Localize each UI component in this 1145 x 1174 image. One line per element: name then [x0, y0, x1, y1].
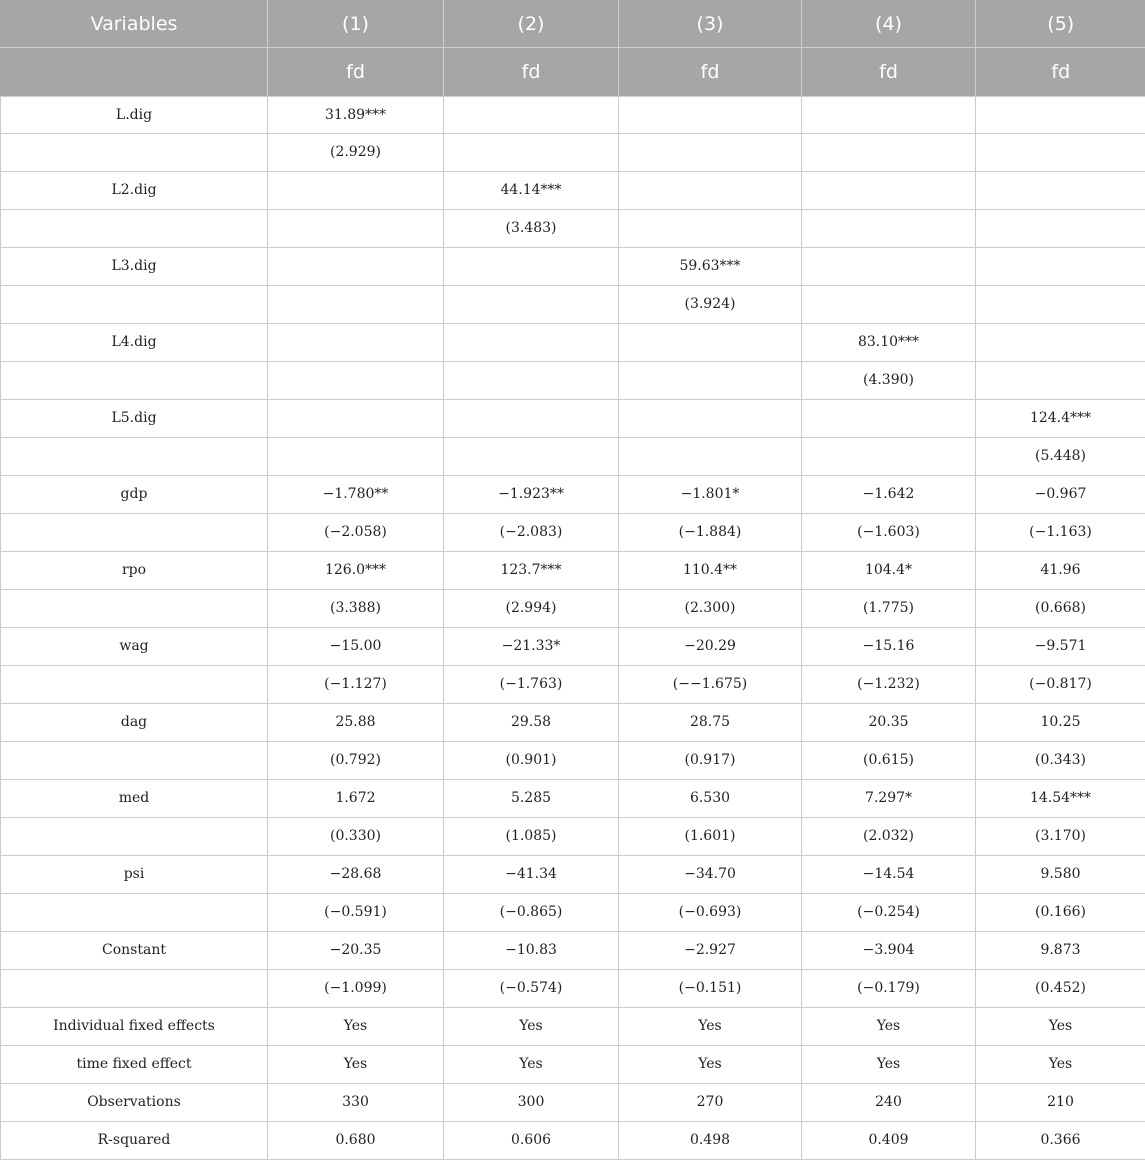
table-cell: (0.917)	[619, 742, 802, 780]
table-cell: 330	[268, 1084, 444, 1122]
table-row	[1, 362, 1145, 400]
table-row	[1, 590, 1145, 628]
table-cell: −0.967	[976, 476, 1145, 514]
variables-header-blank	[1, 48, 268, 97]
table-cell	[802, 400, 976, 438]
row-label: L2.dig	[1, 172, 268, 210]
table-cell	[268, 324, 444, 362]
table-cell	[802, 248, 976, 286]
table-cell: (2.032)	[802, 818, 976, 856]
row-label: med	[1, 780, 268, 818]
table-cell	[444, 438, 619, 476]
table-cell	[976, 97, 1145, 134]
table-row	[1, 1046, 1145, 1084]
row-label	[1, 666, 268, 704]
table-cell	[619, 438, 802, 476]
table-cell	[976, 134, 1145, 172]
table-cell	[444, 97, 619, 134]
table-cell	[444, 362, 619, 400]
row-label	[1, 818, 268, 856]
table-cell: 28.75	[619, 704, 802, 742]
table-cell	[444, 324, 619, 362]
table-cell: 0.498	[619, 1122, 802, 1160]
table-cell: −21.33*	[444, 628, 619, 666]
table-cell: 5.285	[444, 780, 619, 818]
row-label	[1, 438, 268, 476]
table-cell: −15.16	[802, 628, 976, 666]
table-cell: 29.58	[444, 704, 619, 742]
table-cell: (−0.179)	[802, 970, 976, 1008]
table-cell: 126.0***	[268, 552, 444, 590]
table-cell	[268, 400, 444, 438]
table-cell: 10.25	[976, 704, 1145, 742]
table-cell: 124.4***	[976, 400, 1145, 438]
table-cell	[268, 210, 444, 248]
table-row	[1, 248, 1145, 286]
row-label: rpo	[1, 552, 268, 590]
table-cell: 25.88	[268, 704, 444, 742]
row-label: L.dig	[1, 97, 268, 134]
table-cell: Yes	[619, 1008, 802, 1046]
table-row	[1, 894, 1145, 932]
row-label	[1, 362, 268, 400]
table-row	[1, 476, 1145, 514]
table-row	[1, 514, 1145, 552]
table-row	[1, 628, 1145, 666]
table-cell: (4.390)	[802, 362, 976, 400]
table-cell: Yes	[802, 1046, 976, 1084]
table-cell: 104.4*	[802, 552, 976, 590]
table-cell: (−1.763)	[444, 666, 619, 704]
dependent-variable-header: fd	[802, 48, 976, 97]
table-cell: (0.452)	[976, 970, 1145, 1008]
table-cell	[802, 134, 976, 172]
table-cell	[619, 134, 802, 172]
table-cell: (−−1.675)	[619, 666, 802, 704]
row-label	[1, 590, 268, 628]
table-cell: Yes	[802, 1008, 976, 1046]
table-cell	[444, 400, 619, 438]
table-cell: (1.085)	[444, 818, 619, 856]
table-cell	[619, 172, 802, 210]
table-cell	[976, 172, 1145, 210]
table-cell	[619, 210, 802, 248]
table-cell: (2.994)	[444, 590, 619, 628]
table-cell: (0.343)	[976, 742, 1145, 780]
table-cell: 0.680	[268, 1122, 444, 1160]
dependent-variable-header: fd	[268, 48, 444, 97]
table-cell	[802, 286, 976, 324]
table-cell: 83.10***	[802, 324, 976, 362]
table-cell: (−1.127)	[268, 666, 444, 704]
table-cell	[268, 362, 444, 400]
table-cell	[268, 438, 444, 476]
table-header	[1, 0, 1145, 97]
table-cell: (−0.254)	[802, 894, 976, 932]
table-cell: (−1.099)	[268, 970, 444, 1008]
header-row-dependent	[1, 48, 1145, 97]
column-header: (2)	[444, 0, 619, 48]
table-row	[1, 780, 1145, 818]
table-cell	[976, 210, 1145, 248]
table-cell: −14.54	[802, 856, 976, 894]
table-cell: (−2.083)	[444, 514, 619, 552]
table-cell	[802, 97, 976, 134]
table-cell	[976, 362, 1145, 400]
table-row	[1, 324, 1145, 362]
row-label: time fixed effect	[1, 1046, 268, 1084]
row-label	[1, 742, 268, 780]
table-cell: −1.642	[802, 476, 976, 514]
table-cell: 44.14***	[444, 172, 619, 210]
table-cell: 1.672	[268, 780, 444, 818]
table-cell: −9.571	[976, 628, 1145, 666]
table-cell: 59.63***	[619, 248, 802, 286]
table-cell: 123.7***	[444, 552, 619, 590]
row-label: L4.dig	[1, 324, 268, 362]
table-body	[1, 97, 1145, 1160]
table-cell: (−0.574)	[444, 970, 619, 1008]
table-cell: Yes	[268, 1008, 444, 1046]
table-cell: (2.929)	[268, 134, 444, 172]
table-row	[1, 666, 1145, 704]
table-cell: 300	[444, 1084, 619, 1122]
table-cell: 6.530	[619, 780, 802, 818]
table-cell	[268, 172, 444, 210]
table-cell: 210	[976, 1084, 1145, 1122]
table-row	[1, 210, 1145, 248]
table-cell: (−0.693)	[619, 894, 802, 932]
table-cell: Yes	[976, 1046, 1145, 1084]
table-cell: (−0.591)	[268, 894, 444, 932]
table-cell: 0.606	[444, 1122, 619, 1160]
dependent-variable-header: fd	[619, 48, 802, 97]
table-cell	[976, 324, 1145, 362]
table-row	[1, 1008, 1145, 1046]
row-label: Observations	[1, 1084, 268, 1122]
table-cell: −20.35	[268, 932, 444, 970]
header-row-columns	[1, 0, 1145, 48]
row-label	[1, 210, 268, 248]
table-cell: 110.4**	[619, 552, 802, 590]
row-label: wag	[1, 628, 268, 666]
table-cell: 0.366	[976, 1122, 1145, 1160]
table-cell	[802, 172, 976, 210]
table-cell: −2.927	[619, 932, 802, 970]
table-row	[1, 704, 1145, 742]
table-cell: (0.792)	[268, 742, 444, 780]
table-cell: 31.89***	[268, 97, 444, 134]
table-row	[1, 1084, 1145, 1122]
table-cell	[619, 324, 802, 362]
table-cell: −1.923**	[444, 476, 619, 514]
table-cell: (−0.151)	[619, 970, 802, 1008]
column-header: (5)	[976, 0, 1145, 48]
row-label: L3.dig	[1, 248, 268, 286]
table-cell: (0.330)	[268, 818, 444, 856]
table-cell	[976, 286, 1145, 324]
table-row	[1, 172, 1145, 210]
table-cell: (−1.884)	[619, 514, 802, 552]
table-cell	[619, 362, 802, 400]
table-cell: (3.388)	[268, 590, 444, 628]
table-cell: 0.409	[802, 1122, 976, 1160]
table-cell: 14.54***	[976, 780, 1145, 818]
table-row	[1, 818, 1145, 856]
table-cell: 240	[802, 1084, 976, 1122]
table-cell	[802, 210, 976, 248]
table-cell: (−0.817)	[976, 666, 1145, 704]
table-row	[1, 552, 1145, 590]
table-row	[1, 1122, 1145, 1160]
table-cell: (5.448)	[976, 438, 1145, 476]
table-cell: −20.29	[619, 628, 802, 666]
row-label	[1, 970, 268, 1008]
table-cell: (1.601)	[619, 818, 802, 856]
table-cell: Yes	[619, 1046, 802, 1084]
table-cell: 7.297*	[802, 780, 976, 818]
table-row	[1, 438, 1145, 476]
table-cell: (3.483)	[444, 210, 619, 248]
table-row	[1, 856, 1145, 894]
table-cell: (−2.058)	[268, 514, 444, 552]
table-cell: Yes	[444, 1046, 619, 1084]
row-label: R-squared	[1, 1122, 268, 1160]
table-cell: (3.924)	[619, 286, 802, 324]
variables-header: Variables	[1, 0, 268, 48]
column-header: (3)	[619, 0, 802, 48]
table-cell: −10.83	[444, 932, 619, 970]
table-row	[1, 932, 1145, 970]
table-cell	[444, 134, 619, 172]
dependent-variable-header: fd	[976, 48, 1145, 97]
table-cell: Yes	[444, 1008, 619, 1046]
table-cell: −15.00	[268, 628, 444, 666]
column-header: (4)	[802, 0, 976, 48]
table-cell	[444, 286, 619, 324]
row-label: Individual fixed effects	[1, 1008, 268, 1046]
table-cell: (0.615)	[802, 742, 976, 780]
table-cell: (3.170)	[976, 818, 1145, 856]
table-cell: −41.34	[444, 856, 619, 894]
table-cell: Yes	[268, 1046, 444, 1084]
table-cell: 9.873	[976, 932, 1145, 970]
table-cell: −1.780**	[268, 476, 444, 514]
table-cell: 9.580	[976, 856, 1145, 894]
row-label: dag	[1, 704, 268, 742]
table-row	[1, 97, 1145, 134]
column-header: (1)	[268, 0, 444, 48]
table-cell: (−1.603)	[802, 514, 976, 552]
row-label: psi	[1, 856, 268, 894]
table-cell: Yes	[976, 1008, 1145, 1046]
table-cell: 20.35	[802, 704, 976, 742]
table-cell: (−1.232)	[802, 666, 976, 704]
table-cell: (1.775)	[802, 590, 976, 628]
row-label	[1, 894, 268, 932]
row-label: Constant	[1, 932, 268, 970]
table-cell: (0.668)	[976, 590, 1145, 628]
table-cell: −34.70	[619, 856, 802, 894]
table-cell: (2.300)	[619, 590, 802, 628]
table-cell: −28.68	[268, 856, 444, 894]
table-cell: (0.901)	[444, 742, 619, 780]
table-cell: −3.904	[802, 932, 976, 970]
table-cell	[619, 97, 802, 134]
row-label: gdp	[1, 476, 268, 514]
row-label	[1, 286, 268, 324]
table-row	[1, 400, 1145, 438]
table-cell	[268, 248, 444, 286]
table-row	[1, 286, 1145, 324]
table-cell: 41.96	[976, 552, 1145, 590]
table-cell	[268, 286, 444, 324]
table-cell: (0.166)	[976, 894, 1145, 932]
row-label	[1, 514, 268, 552]
table-cell: (−1.163)	[976, 514, 1145, 552]
table-cell	[444, 248, 619, 286]
table-cell	[619, 400, 802, 438]
table-row	[1, 970, 1145, 1008]
table-cell: −1.801*	[619, 476, 802, 514]
dependent-variable-header: fd	[444, 48, 619, 97]
table-cell: 270	[619, 1084, 802, 1122]
row-label	[1, 134, 268, 172]
table-row	[1, 742, 1145, 780]
table-cell	[976, 248, 1145, 286]
table-cell	[802, 438, 976, 476]
table-cell: (−0.865)	[444, 894, 619, 932]
row-label: L5.dig	[1, 400, 268, 438]
table-row	[1, 134, 1145, 172]
